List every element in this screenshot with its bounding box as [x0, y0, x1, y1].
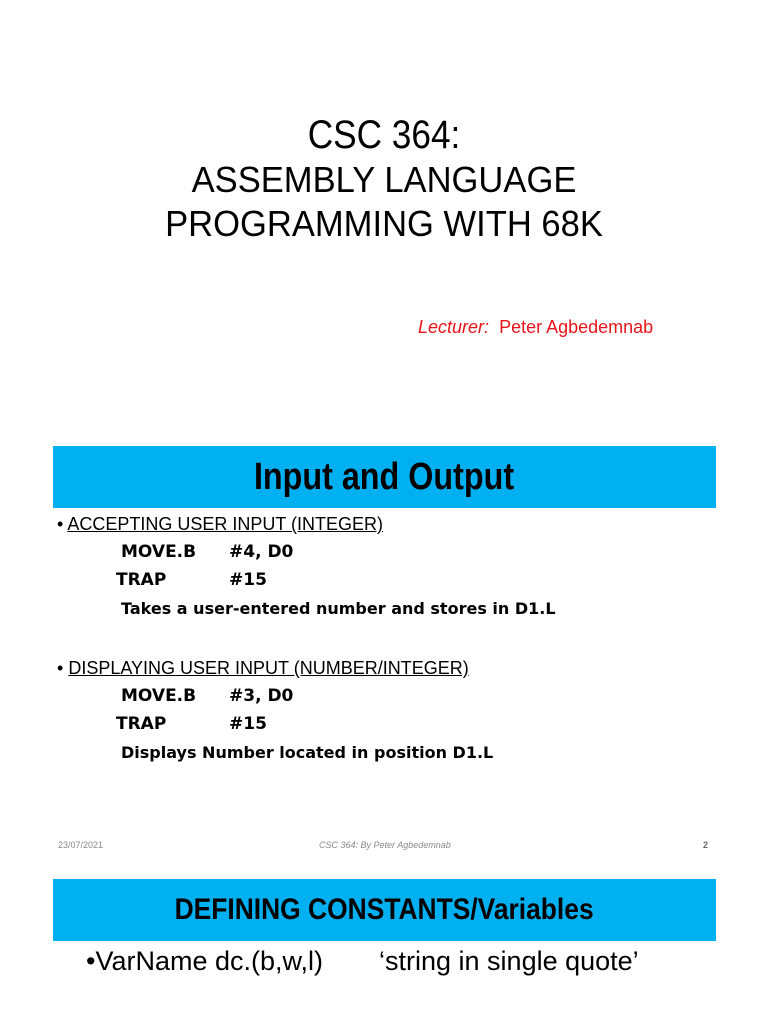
bullet: •: [57, 514, 64, 534]
code-arg: #15: [229, 570, 267, 590]
syntax-left: VarName dc.(b,w,l): [95, 946, 324, 976]
constants-heading-banner: [53, 879, 716, 941]
page-number: 2: [703, 840, 709, 850]
lecturer-label: Lecturer:: [418, 317, 490, 337]
lecturer-name: Peter Agbedemnab: [499, 317, 654, 337]
constants-heading: DEFINING CONSTANTS/Variables: [174, 893, 595, 926]
code-arg: #3, D0: [229, 686, 294, 706]
section-title: DISPLAYING USER INPUT (NUMBER/INTEGER): [68, 658, 469, 678]
syntax-line: [86, 946, 639, 977]
bullet: •: [86, 946, 96, 976]
bullet: •: [57, 658, 64, 678]
slide-title: [0, 112, 768, 246]
code-description: Takes a user-entered number and stores in D1.L: [121, 599, 556, 618]
code-op: MOVE.B: [121, 542, 197, 562]
code-description: Displays Number located in position D1.L: [121, 743, 494, 762]
footer-author: CSC 364: By Peter Agbedemnab: [319, 840, 451, 850]
lecturer-credit: [418, 317, 653, 338]
section-display-input-heading: [57, 658, 469, 679]
code-op: TRAP: [116, 570, 167, 590]
code-arg: #15: [229, 714, 267, 734]
footer-date: 23/07/2021: [58, 840, 104, 850]
code-op: MOVE.B: [121, 686, 197, 706]
course-title-line1: ASSEMBLY LANGUAGE: [191, 159, 577, 200]
course-title-line2: PROGRAMMING WITH 68K: [165, 203, 603, 244]
section-accept-input-heading: [57, 514, 383, 535]
section-title: ACCEPTING USER INPUT (INTEGER): [67, 514, 384, 534]
io-heading: Input and Output: [254, 456, 515, 498]
course-code: CSC 364:: [307, 113, 461, 157]
syntax-right: ‘string in single quote’: [379, 946, 639, 976]
code-op: TRAP: [116, 714, 167, 734]
io-heading-banner: [53, 446, 716, 508]
code-arg: #4, D0: [229, 542, 294, 562]
